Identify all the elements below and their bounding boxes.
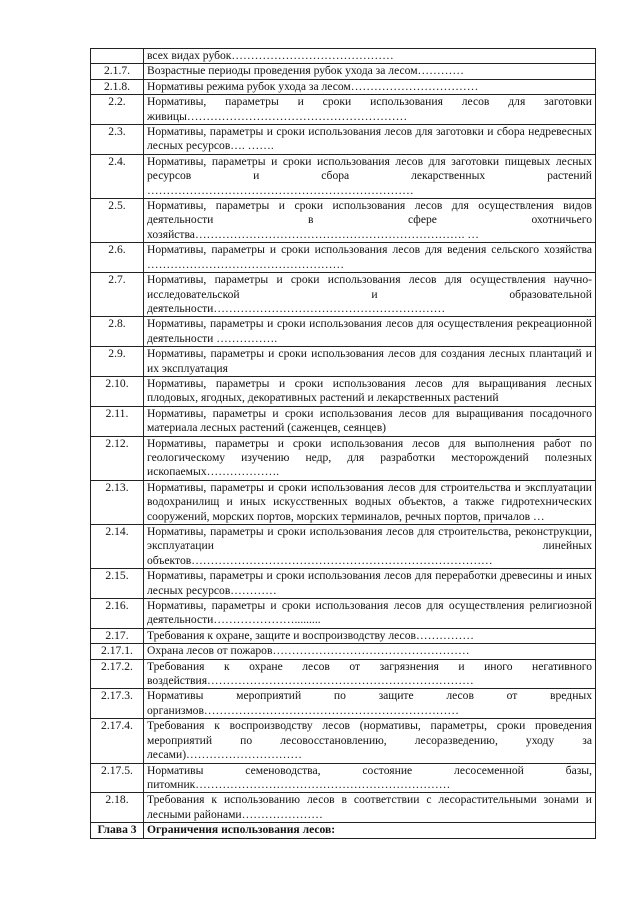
section-title: Требования к охране лесов от загрязнения и иного негативного воздействия…………………………………………………………… [144, 659, 596, 689]
section-title: Нормативы режима рубок ухода за лесом…………………………… [144, 79, 596, 94]
section-title: Возрастные периоды проведения рубок ухода за лесом………… [144, 64, 596, 79]
section-number: 2.17.5. [91, 763, 144, 793]
section-number: 2.5. [91, 199, 144, 243]
section-title: Требования к использованию лесов в соответствии с лесорастительными зонами и лесными районами………………… [144, 793, 596, 823]
section-title: Охрана лесов от пожаров…………………………………………… [144, 644, 596, 659]
chapter-row [91, 823, 596, 838]
section-number: 2.9. [91, 347, 144, 377]
section-number: 2.17.4. [91, 719, 144, 763]
section-number: 2.17. [91, 628, 144, 643]
section-number: 2.17.3. [91, 689, 144, 719]
section-number: 2.16. [91, 599, 144, 629]
section-title: Нормативы мероприятий по защите лесов от вредных организмов………………………………………………………… [144, 689, 596, 719]
section-number: 2.2. [91, 95, 144, 125]
section-number: 2.15. [91, 569, 144, 599]
contents-row [91, 689, 596, 719]
section-title: Нормативы, параметры и сроки использования лесов для строительства, реконструкции, эксплуатации линейных объектов…………………………………………………………………… [144, 525, 596, 569]
section-title: Требования к воспроизводству лесов (нормативы, параметры, сроки проведения мероприятий по лесовосстановлению, лесоразведению, уходу за лесами)………………………… [144, 719, 596, 763]
document-page [90, 48, 596, 839]
contents-row [91, 569, 596, 599]
section-title: Нормативы, параметры и сроки использования лесов для заготовки пищевых лесных ресурсов и сбора лекарственных растений …………………………………………………………… [144, 154, 596, 198]
section-number: 2.18. [91, 793, 144, 823]
contents-row [91, 525, 596, 569]
section-number: 2.4. [91, 154, 144, 198]
section-number: 2.10. [91, 376, 144, 406]
section-number: 2.1.8. [91, 79, 144, 94]
section-number: 2.12. [91, 436, 144, 480]
section-number [91, 49, 144, 64]
section-title: Нормативы, параметры и сроки использования лесов для ведения сельского хозяйства …………………………………………… [144, 243, 596, 273]
contents-table-body [91, 49, 596, 839]
contents-row [91, 628, 596, 643]
section-title: Нормативы, параметры и сроки использования лесов для осуществления религиозной деятельности…………………......... [144, 599, 596, 629]
section-number: 2.14. [91, 525, 144, 569]
contents-row [91, 273, 596, 317]
contents-row [91, 125, 596, 155]
section-number: 2.8. [91, 317, 144, 347]
contents-row [91, 199, 596, 243]
contents-row [91, 793, 596, 823]
contents-row [91, 317, 596, 347]
chapter-number: Глава 3 [91, 823, 144, 838]
section-title: Нормативы, параметры и сроки использования лесов для создания лесных плантаций и их эксплуатация [144, 347, 596, 377]
section-title: Нормативы, параметры и сроки использования лесов для выращивания посадочного материала лесных растений (саженцев, сеянцев) [144, 406, 596, 436]
contents-row [91, 64, 596, 79]
section-title: Нормативы, параметры и сроки использования лесов для переработки древесины и иных лесных ресурсов………… [144, 569, 596, 599]
contents-row [91, 719, 596, 763]
section-number: 2.13. [91, 480, 144, 524]
section-number: 2.17.1. [91, 644, 144, 659]
contents-row [91, 644, 596, 659]
contents-row [91, 376, 596, 406]
section-title: Нормативы, параметры и сроки использования лесов для выполнения работ по геологическому изучению недр, для разработки месторождений полезных ископаемых………………. [144, 436, 596, 480]
contents-row [91, 436, 596, 480]
section-number: 2.17.2. [91, 659, 144, 689]
section-title: Требования к охране, защите и воспроизводству лесов…………… [144, 628, 596, 643]
section-title: Нормативы, параметры и сроки использования лесов для заготовки и сбора недревесных лесных ресурсов…. ……. [144, 125, 596, 155]
section-title: Нормативы, параметры и сроки использования лесов для заготовки живицы………………………………………………… [144, 95, 596, 125]
section-title: всех видах рубок…………………………………… [144, 49, 596, 64]
section-title: Нормативы, параметры и сроки использования лесов для осуществления рекреационной деятельности ……………. [144, 317, 596, 347]
section-title: Нормативы, параметры и сроки использования лесов для осуществления научно-исследовательской и образовательной деятельности…………………………………………………… [144, 273, 596, 317]
section-number: 2.6. [91, 243, 144, 273]
contents-row [91, 95, 596, 125]
section-number: 2.1.7. [91, 64, 144, 79]
section-title: Нормативы, параметры и сроки использования лесов для строительства и эксплуатации водохранилищ и иных искусственных водных объектов, а также гидротехнических сооружений, морских портов, морских терминалов, речных портов, причалов … [144, 480, 596, 524]
contents-row [91, 659, 596, 689]
contents-row [91, 599, 596, 629]
chapter-title: Ограничения использования лесов: [144, 823, 596, 838]
section-title: Нормативы, параметры и сроки использования лесов для осуществления видов деятельности в сфере охотничьего хозяйства……………………………………………………………. … [144, 199, 596, 243]
section-title: Нормативы семеноводства, состояние лесосеменной базы, питомник………………………………………………………… [144, 763, 596, 793]
section-title: Нормативы, параметры и сроки использования лесов для выращивания лесных плодовых, ягодных, декоративных растений и лекарственных растений [144, 376, 596, 406]
section-number: 2.11. [91, 406, 144, 436]
section-number: 2.3. [91, 125, 144, 155]
contents-row [91, 243, 596, 273]
contents-row [91, 480, 596, 524]
contents-row [91, 763, 596, 793]
contents-row [91, 79, 596, 94]
contents-row [91, 406, 596, 436]
contents-row [91, 154, 596, 198]
contents-row [91, 347, 596, 377]
section-number: 2.7. [91, 273, 144, 317]
contents-row [91, 49, 596, 64]
contents-table [90, 48, 596, 839]
